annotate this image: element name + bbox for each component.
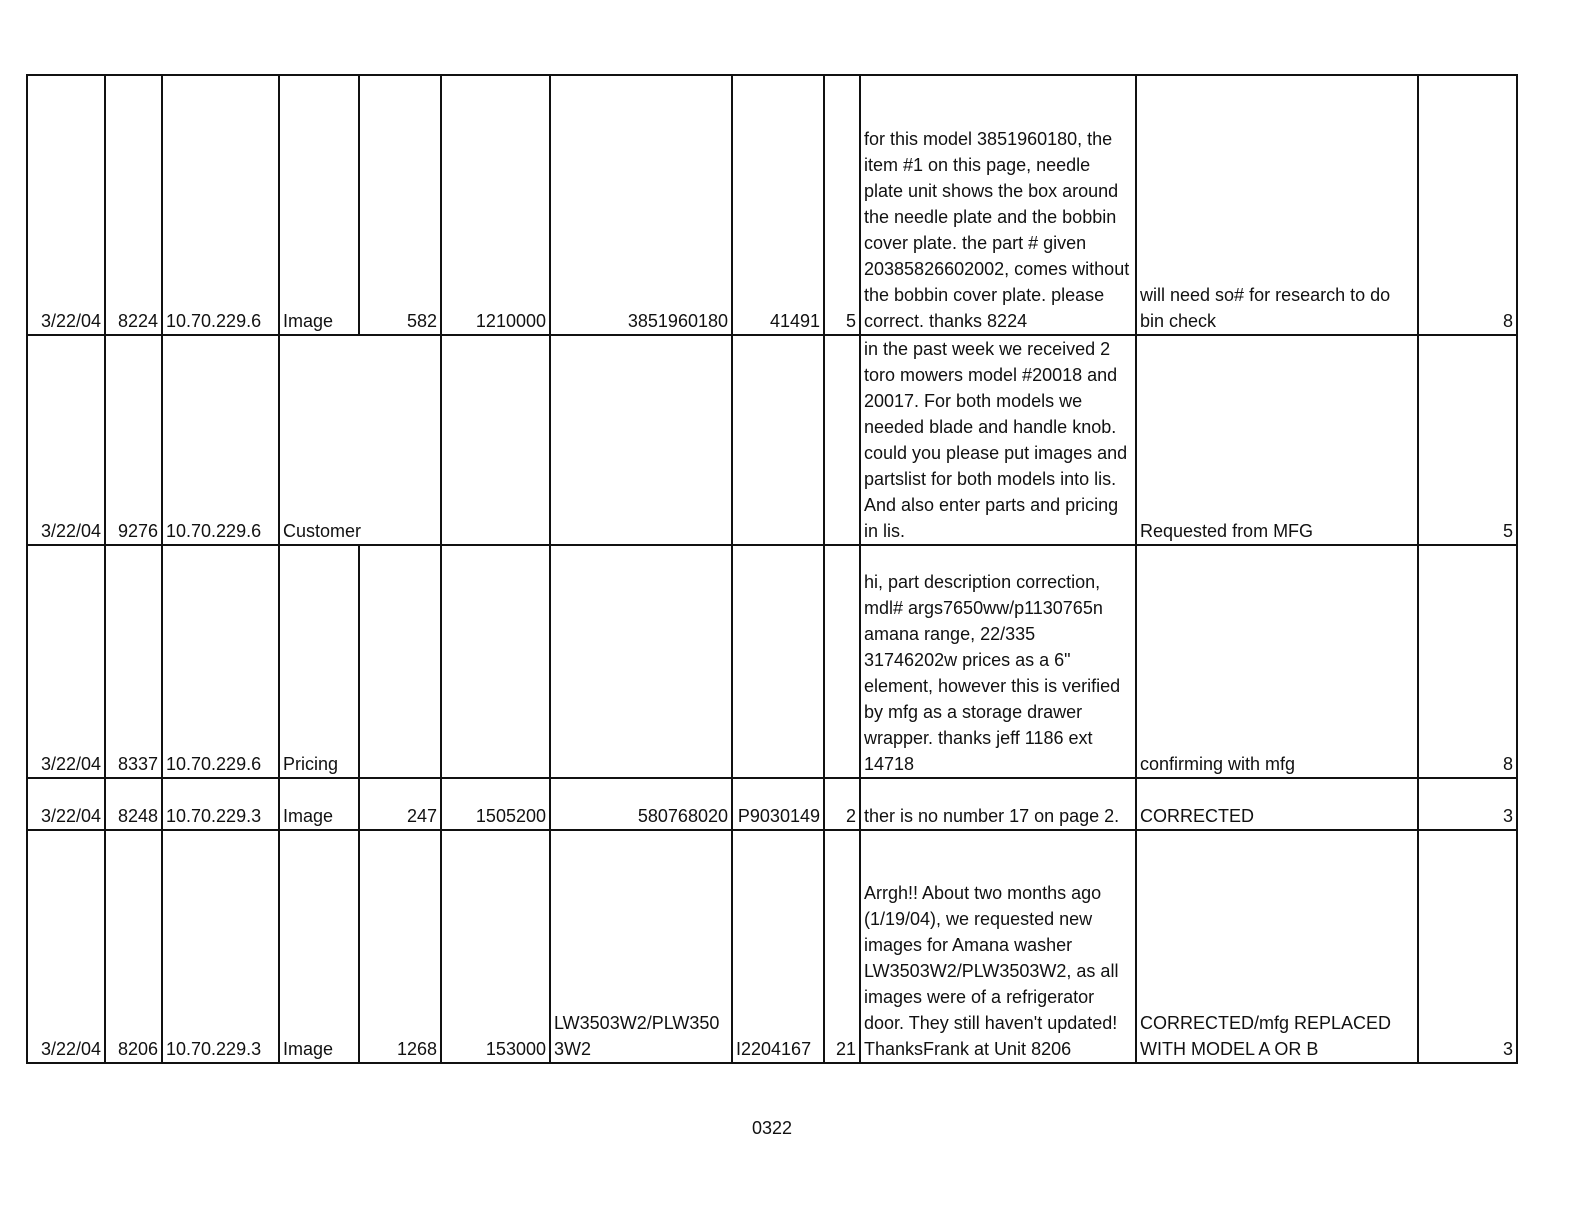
unit-cell: 8248 [105, 778, 162, 830]
unit-cell: 8224 [105, 75, 162, 335]
item-cell [824, 335, 860, 545]
item-cell: 21 [824, 830, 860, 1063]
type-cell: Image [279, 830, 359, 1063]
page-cell [359, 545, 441, 778]
comment-cell: for this model 3851960180, the item #1 on this page, needle plate unit shows the box around the needle plate and the bobbin cover plate. the part # given 20385826602002, comes without the bobbin cover plate. please correct. thanks 8224 [860, 75, 1136, 335]
comment-cell: ther is no number 17 on page 2. [860, 778, 1136, 830]
request-log-table [26, 74, 1518, 1064]
days-cell: 8 [1418, 545, 1517, 778]
page-cell: 1268 [359, 830, 441, 1063]
model-cell: 3851960180 [550, 75, 732, 335]
unit-cell: 9276 [105, 335, 162, 545]
type-cell: Image [279, 778, 359, 830]
model-cell [550, 335, 732, 545]
ip-cell: 10.70.229.6 [162, 75, 279, 335]
page-cell: 582 [359, 75, 441, 335]
type-cell: Customer [279, 335, 441, 545]
page-cell: 247 [359, 778, 441, 830]
comment-cell: hi, part description correction, mdl# args7650ww/p1130765n amana range, 22/335 31746202w prices as a 6" element, however this is verified by mfg as a storage drawer wrapper. thanks jeff 1186 ext 14718 [860, 545, 1136, 778]
type-cell: Pricing [279, 545, 359, 778]
part-cell [732, 335, 824, 545]
comment-cell: in the past week we received 2 toro mowers model #20018 and 20017. For both models we needed blade and handle knob. could you please put images and partslist for both models into lis. And also enter parts and pricing in lis. [860, 335, 1136, 545]
comment-cell: Arrgh!! About two months ago (1/19/04), we requested new images for Amana washer LW3503W2/PLW3503W2, as all images were of a refrigerator door. They still haven't updated! ThanksFrank at Unit 8206 [860, 830, 1136, 1063]
ip-cell: 10.70.229.3 [162, 778, 279, 830]
code-cell [441, 335, 550, 545]
table-row [27, 778, 1517, 830]
model-cell: LW3503W2/PLW3503W2 [550, 830, 732, 1063]
date-cell: 3/22/04 [27, 778, 105, 830]
ip-cell: 10.70.229.6 [162, 335, 279, 545]
model-cell: 580768020 [550, 778, 732, 830]
unit-cell: 8337 [105, 545, 162, 778]
days-cell: 5 [1418, 335, 1517, 545]
response-cell: Requested from MFG [1136, 335, 1418, 545]
item-cell: 5 [824, 75, 860, 335]
code-cell: 1505200 [441, 778, 550, 830]
page-number: 0322 [751, 1118, 793, 1138]
item-cell [824, 545, 860, 778]
days-cell: 3 [1418, 830, 1517, 1063]
unit-cell: 8206 [105, 830, 162, 1063]
response-cell: will need so# for research to do bin check [1136, 75, 1418, 335]
table-row [27, 335, 1517, 545]
date-cell: 3/22/04 [27, 830, 105, 1063]
ip-cell: 10.70.229.3 [162, 830, 279, 1063]
days-cell: 8 [1418, 75, 1517, 335]
code-cell: 1210000 [441, 75, 550, 335]
part-cell: 41491 [732, 75, 824, 335]
table-row [27, 830, 1517, 1063]
date-cell: 3/22/04 [27, 75, 105, 335]
model-cell [550, 545, 732, 778]
table-row [27, 75, 1517, 335]
response-cell: CORRECTED [1136, 778, 1418, 830]
code-cell: 153000 [441, 830, 550, 1063]
table-row [27, 545, 1517, 778]
date-cell: 3/22/04 [27, 545, 105, 778]
part-cell [732, 545, 824, 778]
days-cell: 3 [1418, 778, 1517, 830]
item-cell: 2 [824, 778, 860, 830]
response-cell: CORRECTED/mfg REPLACED WITH MODEL A OR B [1136, 830, 1418, 1063]
part-cell: I2204167 [732, 830, 824, 1063]
date-cell: 3/22/04 [27, 335, 105, 545]
part-cell: P9030149 [732, 778, 824, 830]
type-cell: Image [279, 75, 359, 335]
code-cell [441, 545, 550, 778]
response-cell: confirming with mfg [1136, 545, 1418, 778]
ip-cell: 10.70.229.6 [162, 545, 279, 778]
